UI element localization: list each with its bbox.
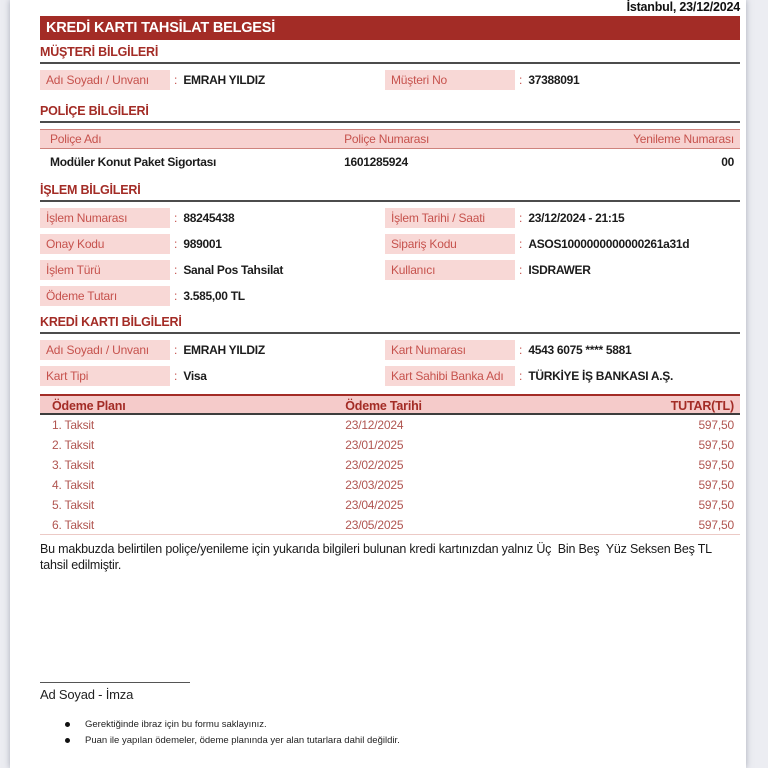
installment-amount: 597,50: [698, 478, 734, 492]
installment-row: [40, 415, 740, 435]
field-value: 989001: [183, 237, 222, 251]
colon-separator: :: [519, 211, 523, 225]
installment-label: 4. Taksit: [52, 478, 94, 492]
section-heading-transaction: İŞLEM BİLGİLERİ: [40, 184, 740, 202]
column-header: Yenileme Numarası: [633, 132, 734, 146]
field-value: EMRAH YILDIZ: [183, 73, 265, 87]
installment-date: 23/03/2025: [345, 478, 404, 492]
installment-label: 6. Taksit: [52, 518, 94, 532]
field-value: Sanal Pos Tahsilat: [183, 263, 284, 277]
field-transaction-number: [40, 208, 385, 228]
transaction-row: [40, 286, 740, 306]
policy-table-row: [40, 152, 740, 172]
document-title-banner: [40, 16, 740, 40]
column-header: TUTAR(TL): [670, 399, 734, 413]
field-value: TÜRKİYE İŞ BANKASI A.Ş.: [528, 369, 674, 383]
field-issuer-bank: [385, 366, 740, 386]
field-label: Kullanıcı: [385, 260, 515, 280]
installment-date: 23/02/2025: [345, 458, 404, 472]
collection-note: Bu makbuzda belirtilen poliçe/yenileme için yukarıda bilgileri bulunan kredi kartınızdan yalnız Üç Bin Beş Yüz Seksen Beş TL tahsil edilmiştir.: [40, 542, 715, 572]
renewal-number-cell: 00: [721, 155, 734, 169]
installment-date: 23/01/2025: [345, 438, 404, 452]
installment-row: [40, 475, 740, 495]
card-row: [40, 366, 740, 386]
field-value: 3.585,00 TL: [183, 289, 245, 303]
field-label: İşlem Numarası: [40, 208, 170, 228]
bullet-icon: [65, 722, 70, 727]
installment-amount: 597,50: [698, 418, 734, 432]
field-customer-number: [385, 70, 740, 90]
column-header: Poliçe Adı: [50, 132, 102, 146]
field-value: 23/12/2024 - 21:15: [528, 211, 625, 225]
field-payment-amount: [40, 286, 385, 306]
field-user: [385, 260, 740, 280]
field-transaction-datetime: [385, 208, 740, 228]
field-label: Adı Soyadı / Unvanı: [40, 70, 170, 90]
installment-date: 23/04/2025: [345, 498, 404, 512]
field-label: Sipariş Kodu: [385, 234, 515, 254]
customer-row: [40, 70, 740, 90]
field-label: Ödeme Tutarı: [40, 286, 170, 306]
document-title: KREDİ KARTI TAHSİLAT BELGESİ: [46, 20, 276, 36]
empty-cell: [385, 286, 740, 306]
installment-row: [40, 495, 740, 515]
installment-label: 2. Taksit: [52, 438, 94, 452]
section-heading-customer: MÜŞTERİ BİLGİLERİ: [40, 46, 740, 64]
footnotes: [40, 720, 400, 752]
section-heading-policy: POLİÇE BİLGİLERİ: [40, 105, 740, 123]
colon-separator: :: [174, 211, 178, 225]
colon-separator: :: [519, 343, 523, 357]
installment-amount: 597,50: [698, 438, 734, 452]
colon-separator: :: [174, 343, 178, 357]
card-row: [40, 340, 740, 360]
field-transaction-type: [40, 260, 385, 280]
field-value: ASOS1000000000000261a31d: [528, 237, 690, 251]
colon-separator: :: [174, 369, 178, 383]
field-cardholder-name: [40, 340, 385, 360]
signature-label: Ad Soyad - İmza: [40, 687, 134, 702]
footnote-item: [40, 720, 400, 730]
field-value: 88245438: [183, 211, 235, 225]
bullet-icon: [65, 738, 70, 743]
footnote-text: Puan ile yapılan ödemeler, ödeme planında yer alan tutarlara dahil değildir.: [85, 735, 400, 746]
installment-date: 23/05/2025: [345, 518, 404, 532]
field-order-code: [385, 234, 740, 254]
transaction-row: [40, 208, 740, 228]
field-approval-code: [40, 234, 385, 254]
installment-label: 1. Taksit: [52, 418, 94, 432]
installment-label: 5. Taksit: [52, 498, 94, 512]
column-header: Ödeme Planı: [52, 399, 126, 413]
installment-amount: 597,50: [698, 458, 734, 472]
field-label: İşlem Tarihi / Saati: [385, 208, 515, 228]
field-label: İşlem Türü: [40, 260, 170, 280]
installment-row: [40, 515, 740, 535]
colon-separator: :: [174, 289, 178, 303]
field-value: 37388091: [528, 73, 580, 87]
installment-date: 23/12/2024: [345, 418, 404, 432]
field-card-number: [385, 340, 740, 360]
colon-separator: :: [519, 369, 523, 383]
field-label: Kart Sahibi Banka Adı: [385, 366, 515, 386]
colon-separator: :: [519, 237, 523, 251]
policy-table-header: [40, 129, 740, 149]
installment-row: [40, 455, 740, 475]
colon-separator: :: [174, 237, 178, 251]
transaction-row: [40, 234, 740, 254]
field-label: Kart Tipi: [40, 366, 170, 386]
field-value: Visa: [183, 369, 207, 383]
field-value: 4543 6075 **** 5881: [528, 343, 632, 357]
policy-name-cell: Modüler Konut Paket Sigortası: [50, 155, 216, 169]
field-value: EMRAH YILDIZ: [183, 343, 265, 357]
footnote-item: [40, 736, 400, 746]
signature-block: [40, 682, 190, 702]
field-card-type: [40, 366, 385, 386]
installment-amount: 597,50: [698, 518, 734, 532]
installment-row: [40, 435, 740, 455]
field-label: Müşteri No: [385, 70, 515, 90]
colon-separator: :: [519, 263, 523, 277]
field-label: Onay Kodu: [40, 234, 170, 254]
colon-separator: :: [174, 263, 178, 277]
payment-plan-header: [40, 394, 740, 415]
colon-separator: :: [174, 73, 178, 87]
colon-separator: :: [519, 73, 523, 87]
column-header: Ödeme Tarihi: [345, 399, 422, 413]
policy-number-cell: 1601285924: [344, 155, 408, 169]
column-header: Poliçe Numarası: [344, 132, 430, 146]
installment-amount: 597,50: [698, 498, 734, 512]
section-heading-card: KREDİ KARTI BİLGİLERİ: [40, 316, 740, 334]
transaction-row: [40, 260, 740, 280]
date-location: İstanbul, 23/12/2024: [626, 0, 740, 14]
field-label: Kart Numarası: [385, 340, 515, 360]
field-value: ISDRAWER: [528, 263, 591, 277]
field-customer-name: [40, 70, 385, 90]
field-label: Adı Soyadı / Unvanı: [40, 340, 170, 360]
signature-line: [40, 682, 190, 683]
installment-label: 3. Taksit: [52, 458, 94, 472]
receipt-page: [10, 0, 746, 768]
footnote-text: Gerektiğinde ibraz için bu formu saklayınız.: [85, 719, 267, 730]
